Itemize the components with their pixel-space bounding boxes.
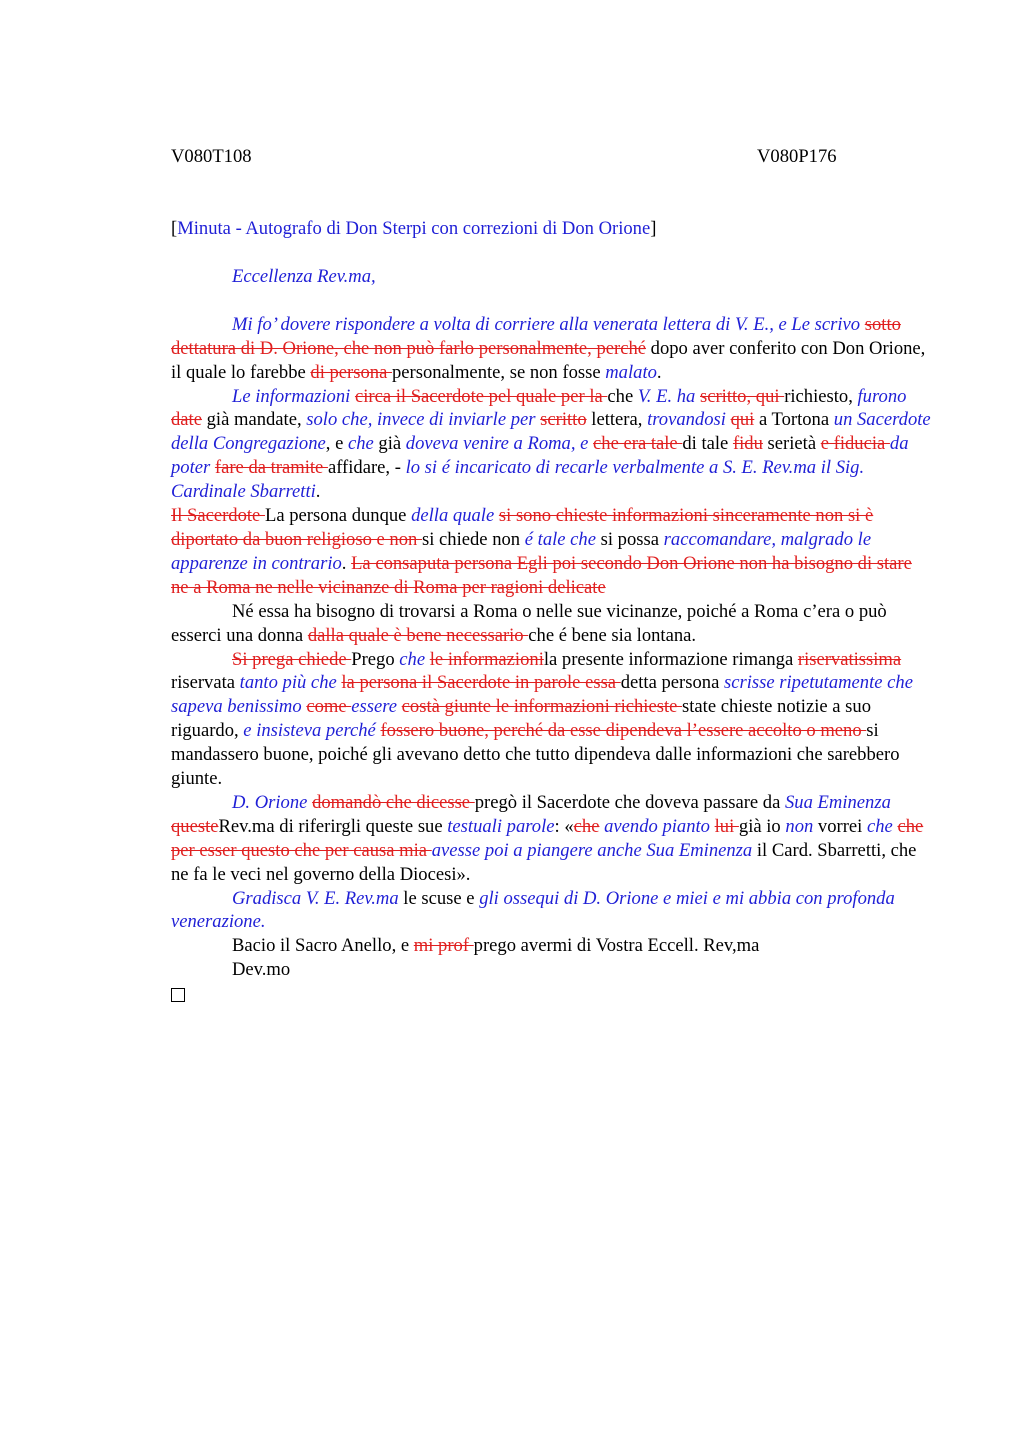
inserted-text: non: [785, 815, 814, 837]
original-text: richiesto,: [784, 385, 858, 407]
original-text: lettera,: [586, 409, 648, 431]
deleted-text: la persona il Sacerdote in parole essa: [341, 672, 621, 694]
inserted-text: raccomandare, malgrado le apparenze in contrario: [171, 528, 872, 574]
inserted-text: che: [866, 815, 898, 837]
original-text: che: [607, 385, 638, 407]
original-text: Bacio il Sacro Anello, e: [232, 935, 414, 957]
deleted-text: di persona: [310, 361, 392, 383]
inserted-text: essere: [351, 696, 402, 718]
document-header: [171, 145, 931, 169]
inserted-text: Eccellenza Rev.ma,: [232, 265, 376, 287]
inserted-text: che: [399, 648, 430, 670]
deleted-text: Si prega chiede: [232, 648, 352, 670]
letter-paragraph: [171, 958, 931, 982]
original-text: si mandassero buone, poiché gli avevano detto che tutto dipendeva dalle informazioni che sarebbero giunte.: [171, 720, 900, 790]
inserted-text: V. E. ha: [637, 385, 700, 407]
deleted-text: e fiducia: [820, 433, 890, 455]
original-text: già: [373, 433, 406, 455]
original-text: La persona dunque: [264, 505, 412, 527]
letter-paragraph: [171, 313, 931, 385]
inserted-text: malato: [605, 361, 657, 383]
original-text: si chiede non: [421, 528, 525, 550]
original-text: serietà: [762, 433, 821, 455]
inserted-text: doveva venire a Roma, e: [405, 433, 594, 455]
deleted-text: Il Sacerdote: [171, 505, 265, 527]
deleted-text: che: [573, 815, 600, 837]
letter-paragraph: [171, 887, 931, 935]
inserted-text: gli ossequi di D. Orione e miei e mi abbia con profonda venerazione.: [171, 887, 895, 933]
deleted-text: La consaputa persona Egli poi secondo Don Orione non ha bisogno di stare ne a Roma ne nelle vicinanze di Roma per ragioni delicate: [171, 552, 912, 598]
editorial-note: [171, 217, 931, 241]
original-text: Rev.ma di riferirgli queste sue: [218, 815, 448, 837]
original-text: Prego: [351, 648, 400, 670]
original-text: che é bene sia lontana.: [528, 624, 697, 646]
letter-body: [171, 265, 931, 982]
original-text: detta persona: [620, 672, 724, 694]
deleted-text: costà giunte le informazioni richieste: [401, 696, 683, 718]
letter-paragraph: [171, 600, 931, 648]
letter-paragraph: [171, 504, 931, 600]
end-marker-box: [171, 988, 185, 1002]
inserted-text: Gradisca V. E. Rev.ma: [232, 887, 399, 909]
inserted-text: Le informazioni: [232, 385, 355, 407]
original-text: , e: [325, 433, 348, 455]
original-text: .: [315, 481, 321, 503]
deleted-text: sotto dettatura di D. Orione, che non può farlo personalmente, perché: [171, 313, 901, 359]
inserted-text: avesse poi a piangere anche Sua Eminenza: [431, 839, 753, 861]
deleted-text: che per esser questo che per causa mia: [171, 815, 924, 861]
inserted-text: D. Orione: [232, 791, 313, 813]
original-text: personalmente, se non fosse: [391, 361, 606, 383]
deleted-text: fare da tramite: [214, 457, 328, 479]
inserted-text: e insisteva perché: [243, 720, 381, 742]
original-text: pregò il Sacerdote che doveva passare da: [474, 791, 785, 813]
deleted-text: le informazioni: [429, 648, 544, 670]
original-text: Dev.mo: [232, 959, 291, 981]
original-text: già io: [738, 815, 786, 837]
deleted-text: lui: [714, 815, 739, 837]
original-text: a Tortona: [754, 409, 834, 431]
document-page: [171, 145, 931, 1009]
document-code-left: V080T108: [171, 146, 252, 167]
original-text: .: [341, 552, 352, 574]
deleted-text: domandò che dicesse: [312, 791, 475, 813]
original-text: .: [656, 361, 662, 383]
inserted-text: da poter: [171, 433, 909, 479]
deleted-text: dalla quale è bene necessario: [307, 624, 529, 646]
inserted-text: della quale: [411, 505, 499, 527]
original-text: si possa: [595, 528, 664, 550]
deleted-text: queste: [171, 815, 219, 837]
inserted-text: un Sacerdote della Congregazione: [171, 409, 931, 455]
original-text: il Card. Sbarretti, che ne fa le veci nel governo della Diocesi».: [171, 839, 917, 885]
inserted-text: tanto più che: [239, 672, 342, 694]
letter-paragraph: [171, 265, 931, 289]
inserted-text: lo si é incaricato di recarle verbalmente a S. E. Rev.ma il Sig. Cardinale Sbarretti: [171, 457, 865, 503]
original-text: la presente informazione rimanga: [543, 648, 798, 670]
letter-paragraph: [171, 385, 931, 505]
original-text: affidare, -: [327, 457, 406, 479]
inserted-text: avendo pianto: [599, 815, 715, 837]
original-text: state chieste notizie a suo riguardo,: [171, 696, 872, 742]
deleted-text: scritto, qui: [700, 385, 785, 407]
original-text: Né essa ha bisogno di trovarsi a Roma o nelle sue vicinanze, poiché a Roma c’era o può esserci una donna: [171, 600, 887, 646]
inserted-text: testuali parole: [447, 815, 555, 837]
deleted-text: qui: [730, 409, 755, 431]
note-bracket-close: ]: [650, 218, 657, 239]
deleted-text: riservatissima: [797, 648, 902, 670]
letter-paragraph: [171, 791, 931, 887]
inserted-text: é tale che: [524, 528, 596, 550]
original-text: dopo aver conferito con Don Orione, il quale lo farebbe: [171, 337, 926, 383]
original-text: prego avermi di Vostra Eccell. Rev,ma: [473, 935, 760, 957]
original-text: riservata: [171, 672, 240, 694]
deleted-text: come: [306, 696, 352, 718]
note-bracket-open: [: [171, 218, 178, 239]
original-text: di tale: [682, 433, 733, 455]
deleted-text: fidu: [732, 433, 763, 455]
deleted-text: si sono chieste informazioni sinceramente non si è diportato da buon religioso e non: [171, 505, 874, 550]
deleted-text: che era tale: [593, 433, 683, 455]
original-text: vorrei: [813, 815, 867, 837]
inserted-text: furono: [857, 385, 907, 407]
letter-paragraph: [171, 648, 931, 791]
deleted-text: mi prof: [413, 935, 474, 957]
original-text: già mandate,: [201, 409, 307, 431]
letter-paragraph: [171, 934, 931, 958]
original-text: le scuse e: [398, 887, 480, 909]
deleted-text: date: [171, 409, 202, 431]
deleted-text: fossero buone, perché da esse dipendeva l’essere accolto o meno: [380, 720, 867, 742]
inserted-text: che: [347, 433, 374, 455]
note-text: Minuta - Autografo di Don Sterpi con correzioni di Don Orione: [177, 218, 651, 239]
inserted-text: trovandosi: [647, 409, 731, 431]
page-code-right: V080P176: [757, 146, 837, 167]
original-text: : «: [554, 815, 574, 837]
inserted-text: Mi fo’ dovere rispondere a volta di corriere alla venerata lettera di V. E., e Le scrivo: [232, 313, 865, 335]
inserted-text: scrisse ripetutamente che sapeva benissimo: [171, 672, 913, 718]
deleted-text: scritto: [540, 409, 587, 431]
deleted-text: circa il Sacerdote pel quale per la: [354, 385, 608, 407]
inserted-text: Sua Eminenza: [785, 791, 891, 813]
inserted-text: solo che, invece di inviarle per: [306, 409, 541, 431]
